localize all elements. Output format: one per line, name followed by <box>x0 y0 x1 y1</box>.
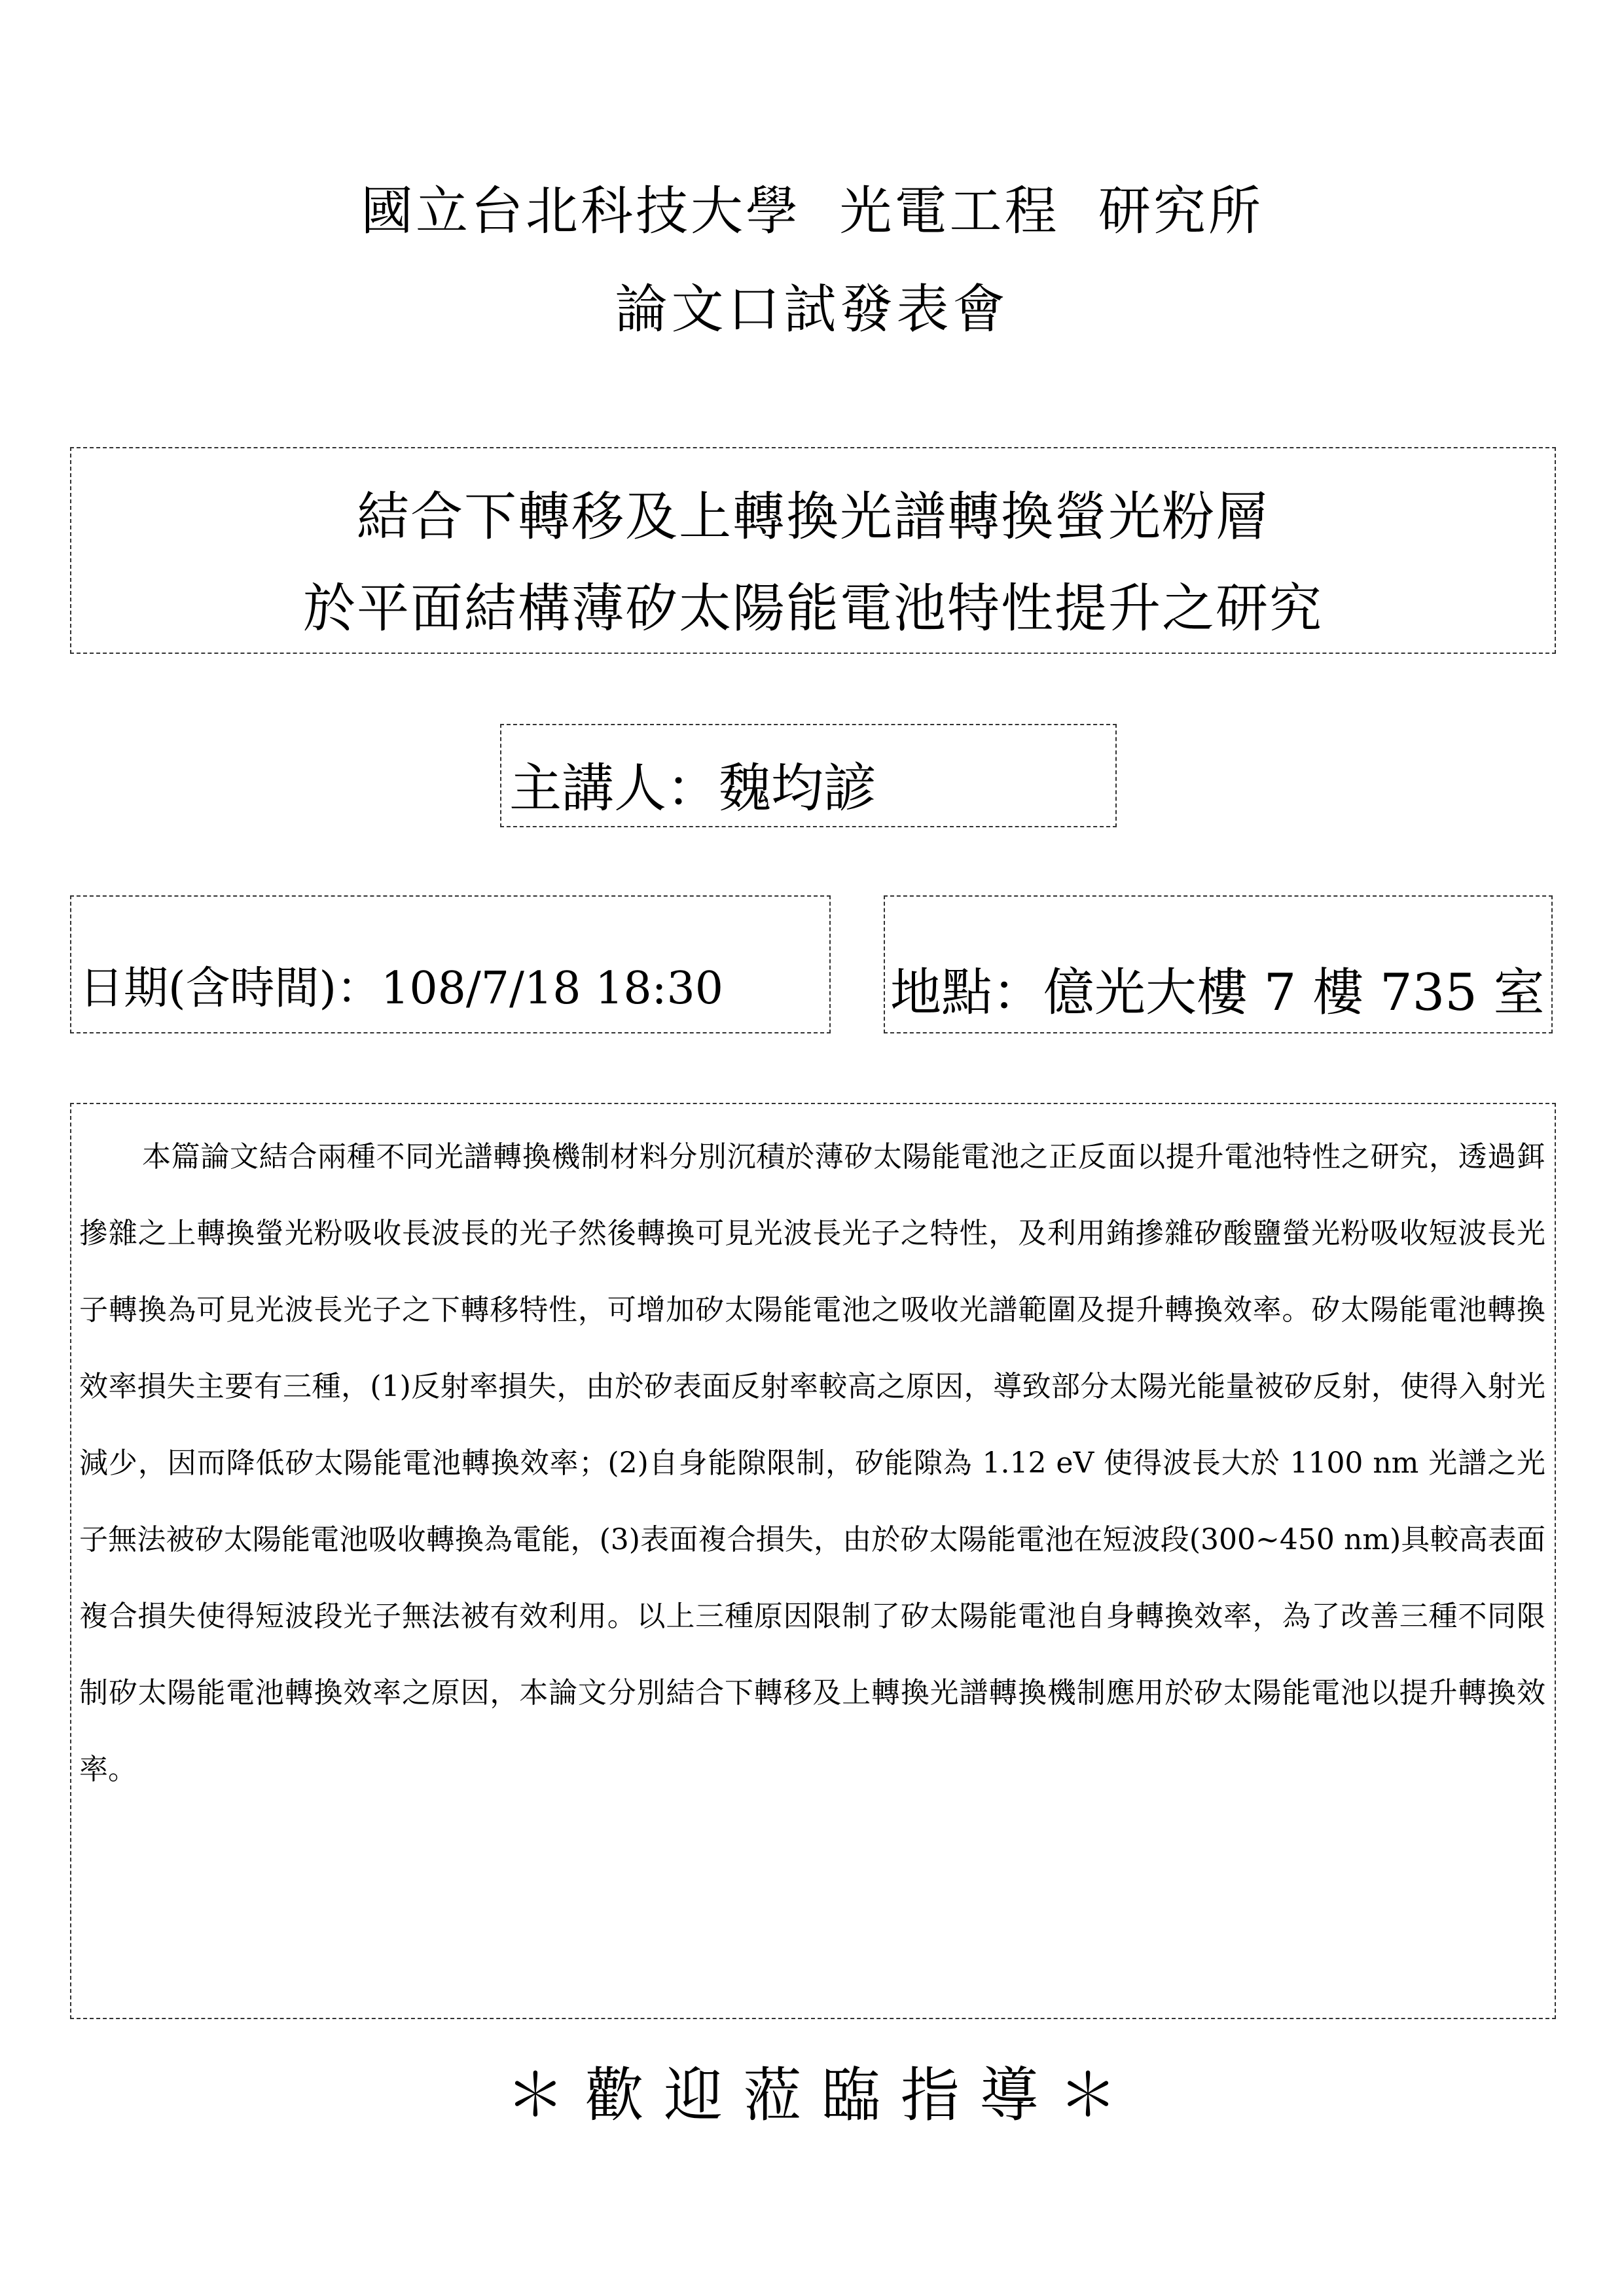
location-box <box>884 895 1553 1033</box>
abstract-box <box>70 1103 1556 2019</box>
welcome-footer: ＊ 歡 迎 蒞 臨 指 導 ＊ <box>505 2061 1119 2130</box>
date-time: 日期(含時間)：108/7/18 18:30 <box>79 963 724 1014</box>
location: 地點：億光大樓 7 樓 735 室 <box>890 963 1545 1022</box>
thesis-title-line-1: 結合下轉移及上轉換光譜轉換螢光粉層 <box>357 486 1269 547</box>
thesis-title-line-2: 於平面結構薄矽太陽能電池特性提升之研究 <box>303 578 1323 639</box>
speaker-box <box>500 724 1117 827</box>
date-box <box>70 895 831 1033</box>
thesis-title-box <box>70 447 1556 654</box>
speaker-name: 主講人：魏均諺 <box>509 758 876 819</box>
event-heading: 論文口試發表會 <box>615 279 1009 340</box>
department-heading: 國立台北科技大學 光電工程 研究所 <box>361 181 1263 242</box>
abstract-paragraph: 本篇論文結合兩種不同光譜轉換機制材料分別沉積於薄矽太陽能電池之正反面以提升電池特性之研究，透過鉺摻雜之上轉換螢光粉吸收長波長的光子然後轉換可見光波長光子之特性，及利用銪摻雜矽酸鹽螢光粉吸收短波長光子轉換為可見光波長光子之下轉移特性，可增加矽太陽能電池之吸收光譜範圍及提升轉換效率。矽太陽能電池轉換效率損失主要有三種，(1)反射率損失，由於矽表面反射率較高之原因，導致部分太陽光能量被矽反射，使得入射光減少，因而降低矽太陽能電池轉換效率；(2)自身能隙限制，矽能隙為 1.12 eV 使得波長大於 1100 nm 光譜之光子無法被矽太陽能電池吸收轉換為電能，(3)表面複合損失，由於矽太陽能電池在短波段(300~450 nm)具較高表面複合損失使得短波段光子無法被有效利用。以上三種原因限制了矽太陽能電池自身轉換效率，為了改善三種不同限制矽太陽能電池轉換效率之原因，本論文分別結合下轉移及上轉換光譜轉換機制應用於矽太陽能電池以提升轉換效率。 <box>79 1140 1545 1786</box>
